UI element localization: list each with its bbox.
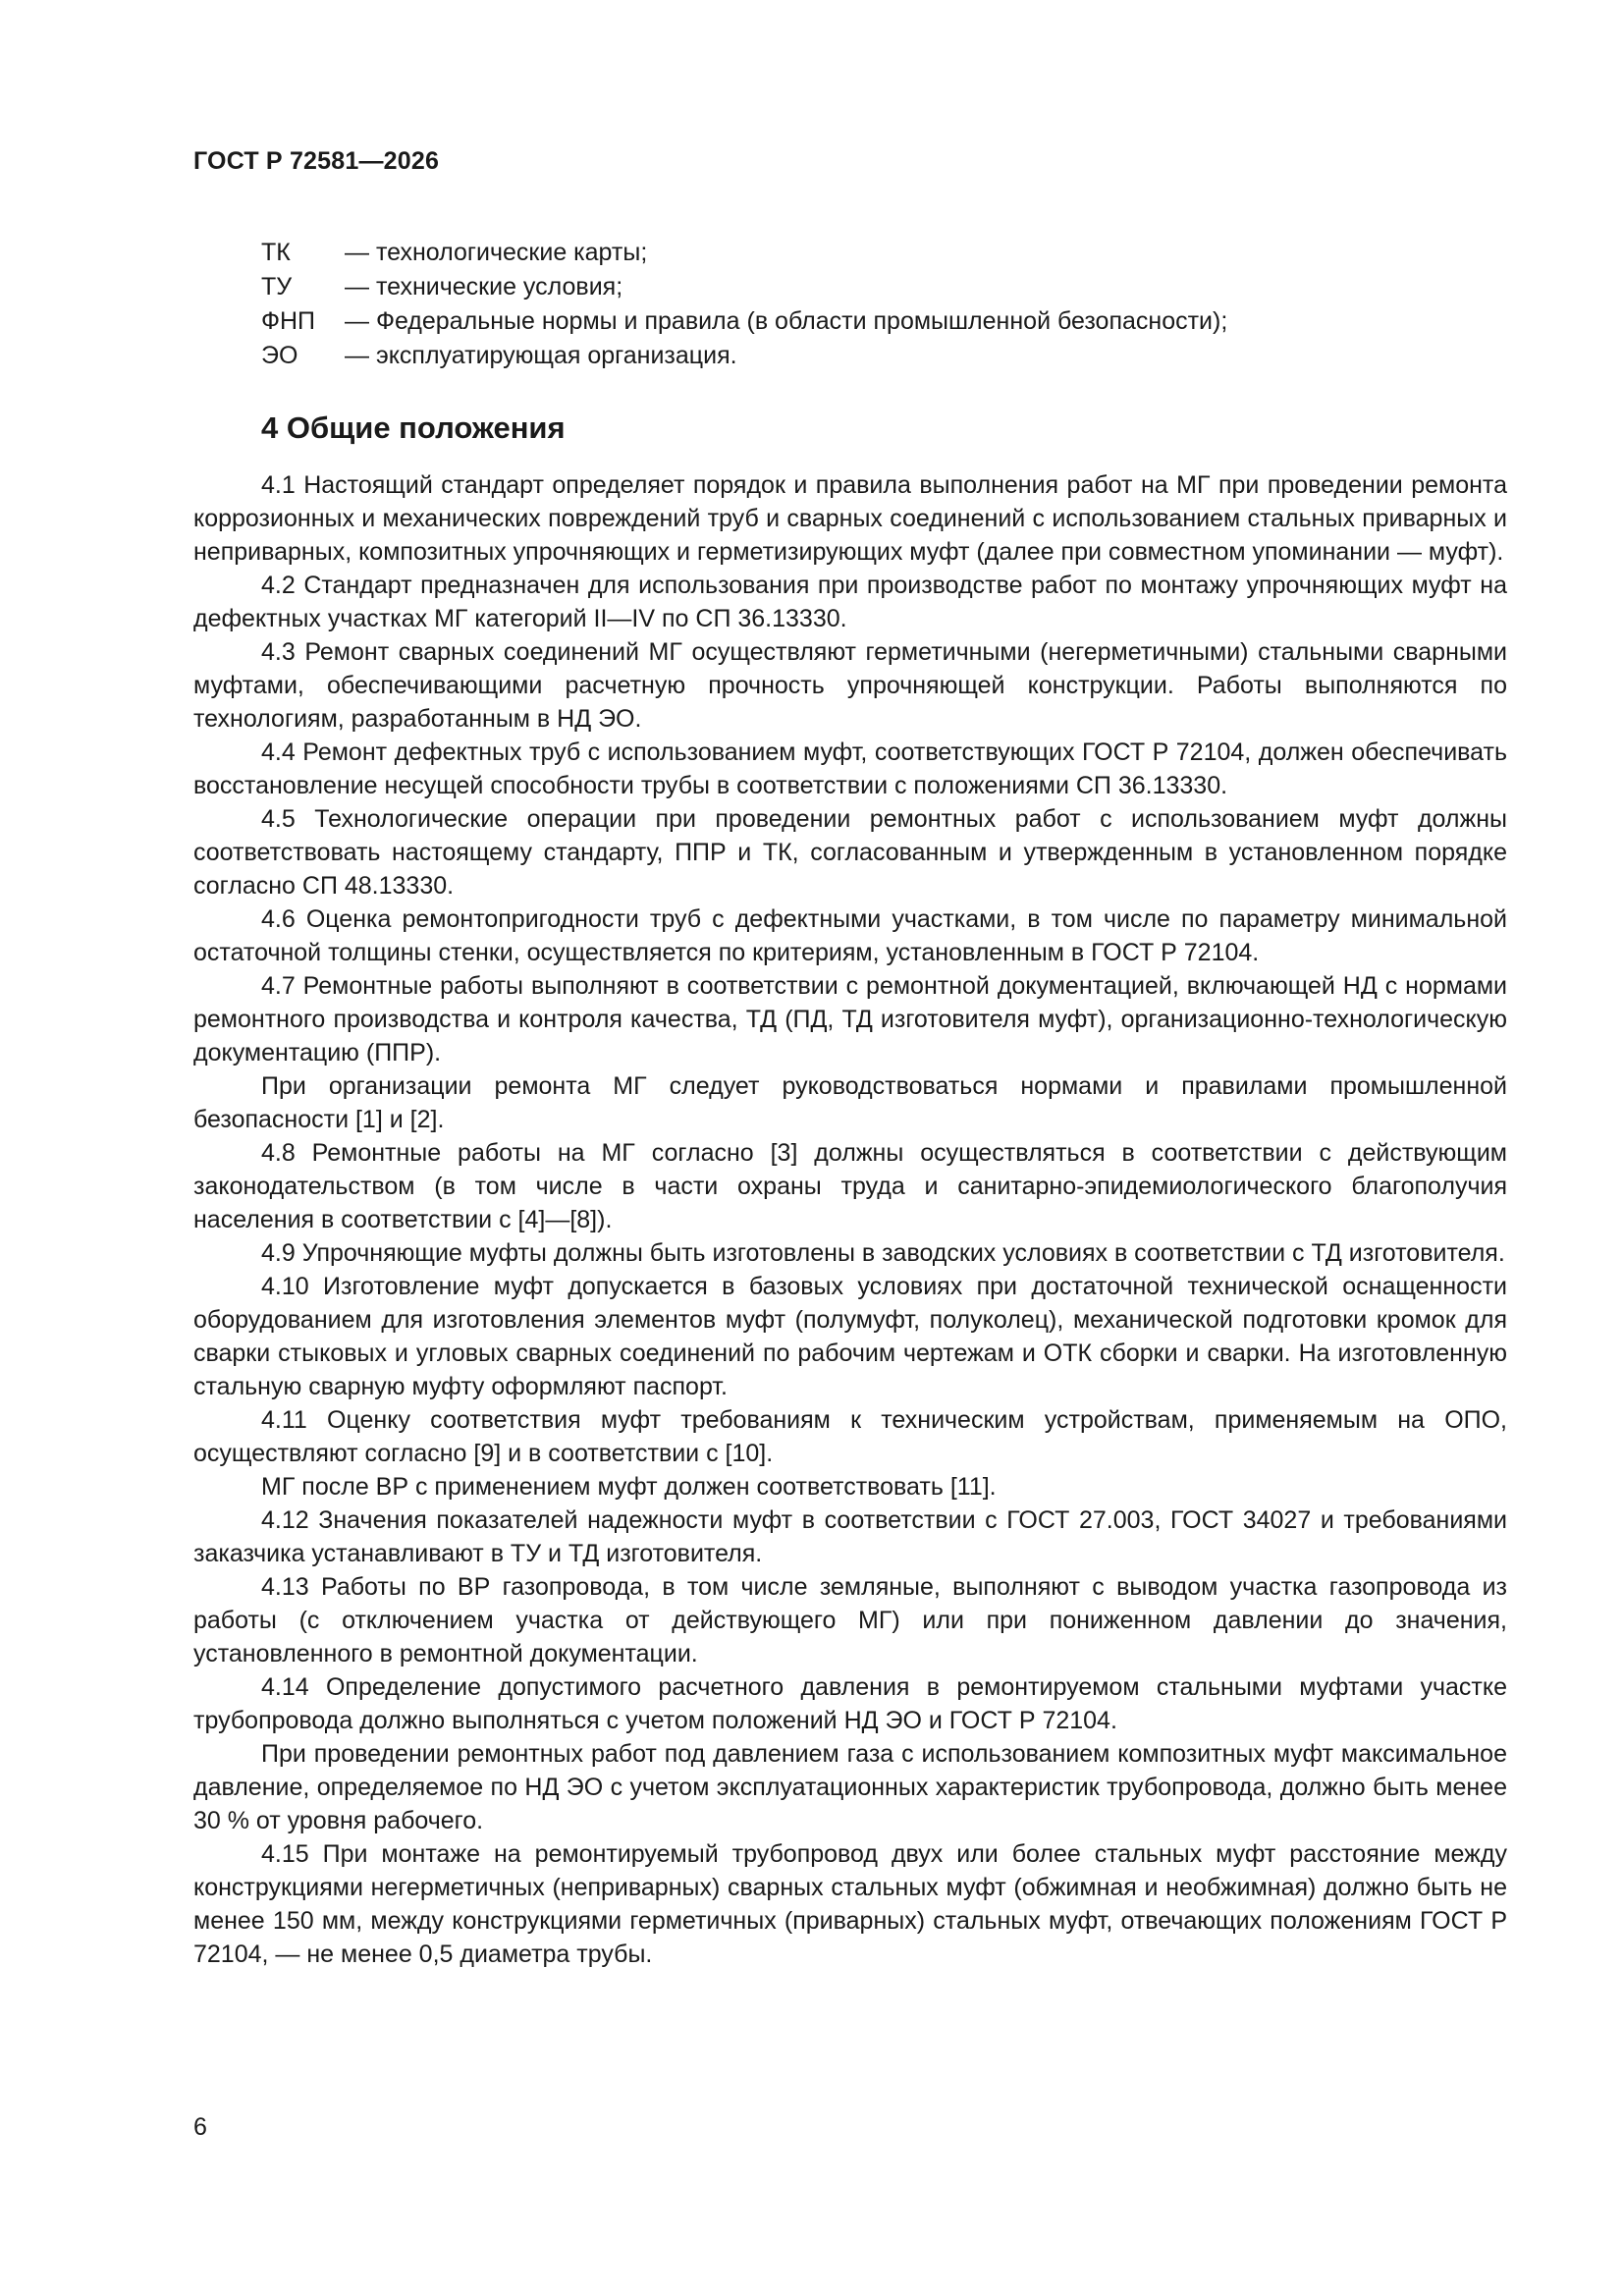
- paragraph-4-15: 4.15 При монтаже на ремонтируемый трубопровод двух или более стальных муфт расстояние между конструкциями негерметичных (неприварных) сварных стальных муфт (обжимная и необжимная) должно быть не менее 150 мм, между конструкциями герметичных (приварных) стальных муфт, отвечающих положениям ГОСТ Р 72104, — не менее 0,5 диаметра трубы.: [193, 1840, 1507, 1968]
- abbreviation-code: ТУ: [261, 273, 293, 301]
- paragraph-4-14: 4.14 Определение допустимого расчетного давления в ремонтируемом стальными муфтами участке трубопровода должно выполняться с учетом положений НД ЭО и ГОСТ Р 72104.: [193, 1673, 1507, 1734]
- abbreviation-code: ЭО: [261, 342, 298, 369]
- abbreviation-definition: — технологические карты;: [345, 239, 648, 266]
- section-body: [193, 468, 1507, 1971]
- abbreviation-definition: — технические условия;: [345, 273, 623, 301]
- abbreviation-definition: — эксплуатирующая организация.: [345, 342, 737, 369]
- paragraph-4-11-note: МГ после ВР с применением муфт должен соответствовать [11].: [261, 1473, 997, 1501]
- paragraph-4-11: 4.11 Оценку соответствия муфт требованиям к техническим устройствам, применяемым на ОПО, осуществляют согласно [9] и в соответствии с [10].: [193, 1406, 1507, 1467]
- paragraph-4-7: 4.7 Ремонтные работы выполняют в соответствии с ремонтной документацией, включающей НД с нормами ремонтного производства и контроля качества, ТД (ПД, ТД изготовителя муфт), организационно-технологическую документацию (ППР).: [193, 972, 1507, 1066]
- paragraph-4-5: 4.5 Технологические операции при проведении ремонтных работ с использованием муфт должны соответствовать настоящему стандарту, ППР и ТК, согласованным и утвержденным в установленном порядке согласно СП 48.13330.: [193, 805, 1507, 900]
- paragraph-4-3: 4.3 Ремонт сварных соединений МГ осуществляют герметичными (негерметичными) стальными сварными муфтами, обеспечивающими расчетную прочность упрочняющей конструкции. Работы выполняются по технологиям, разработанным в НД ЭО.: [193, 638, 1507, 733]
- abbreviation-definition: — Федеральные нормы и правила (в области промышленной безопасности);: [345, 307, 1228, 335]
- abbreviation-item: [261, 270, 1227, 304]
- abbreviation-item: [261, 304, 1227, 339]
- paragraph-4-6: 4.6 Оценка ремонтопригодности труб с дефектными участками, в том числе по параметру минимальной остаточной толщины стенки, осуществляется по критериям, установленным в ГОСТ Р 72104.: [193, 905, 1507, 966]
- paragraph-4-10: 4.10 Изготовление муфт допускается в базовых условиях при достаточной технической оснащенности оборудованием для изготовления элементов муфт (полумуфт, полуколец), механической подготовки кромок для сварки стыковых и угловых сварных соединений по рабочим чертежам и ОТК сборки и сварки. На изготовленную стальную сварную муфту оформляют паспорт.: [193, 1273, 1507, 1400]
- paragraph-4-8: 4.8 Ремонтные работы на МГ согласно [3] должны осуществляться в соответствии с действующим законодательством (в том числе в части охраны труда и санитарно-эпидемиологического благополучия населения в соответствии с [4]—[8]).: [193, 1139, 1507, 1233]
- paragraph-4-7-note: При организации ремонта МГ следует руководствоваться нормами и правилами промышленной безопасности [1] и [2].: [193, 1072, 1507, 1133]
- paragraph-4-4: 4.4 Ремонт дефектных труб с использованием муфт, соответствующих ГОСТ Р 72104, должен обеспечивать восстановление несущей способности трубы в соответствии с положениями СП 36.13330.: [193, 738, 1507, 799]
- paragraph-4-12: 4.12 Значения показателей надежности муфт в соответствии с ГОСТ 27.003, ГОСТ 34027 и требованиями заказчика устанавливают в ТУ и ТД изготовителя.: [193, 1506, 1507, 1567]
- abbreviation-item: [261, 339, 1227, 373]
- paragraph-4-9: 4.9 Упрочняющие муфты должны быть изготовлены в заводских условиях в соответствии с ТД изготовителя.: [261, 1239, 1505, 1267]
- page-number: 6: [193, 2113, 207, 2141]
- abbreviation-code: ФНП: [261, 307, 316, 335]
- paragraph-4-2: 4.2 Стандарт предназначен для использования при производстве работ по монтажу упрочняющих муфт на дефектных участках МГ категорий II—IV по СП 36.13330.: [193, 572, 1507, 632]
- abbreviation-item: [261, 236, 1227, 270]
- paragraph-4-13: 4.13 Работы по ВР газопровода, в том числе земляные, выполняют с выводом участка газопровода из работы (с отключением участка от действующего МГ) или при пониженном давлении до значения, установленного в ремонтной документации.: [193, 1573, 1507, 1667]
- abbreviation-list: [261, 236, 1227, 373]
- document-header: ГОСТ Р 72581—2026: [193, 147, 440, 175]
- paragraph-4-1: 4.1 Настоящий стандарт определяет порядок и правила выполнения работ на МГ при проведении ремонта коррозионных и механических повреждений труб и сварных соединений с использованием стальных приварных и неприварных, композитных упрочняющих и герметизирующих муфт (далее при совместном упоминании — муфт).: [193, 471, 1507, 566]
- paragraph-4-14-note: При проведении ремонтных работ под давлением газа с использованием композитных муфт максимальное давление, определяемое по НД ЭО с учетом эксплуатационных характеристик трубопровода, должно быть менее 30 % от уровня рабочего.: [193, 1740, 1507, 1834]
- section-title: 4 Общие положения: [261, 410, 566, 445]
- abbreviation-code: ТК: [261, 239, 291, 266]
